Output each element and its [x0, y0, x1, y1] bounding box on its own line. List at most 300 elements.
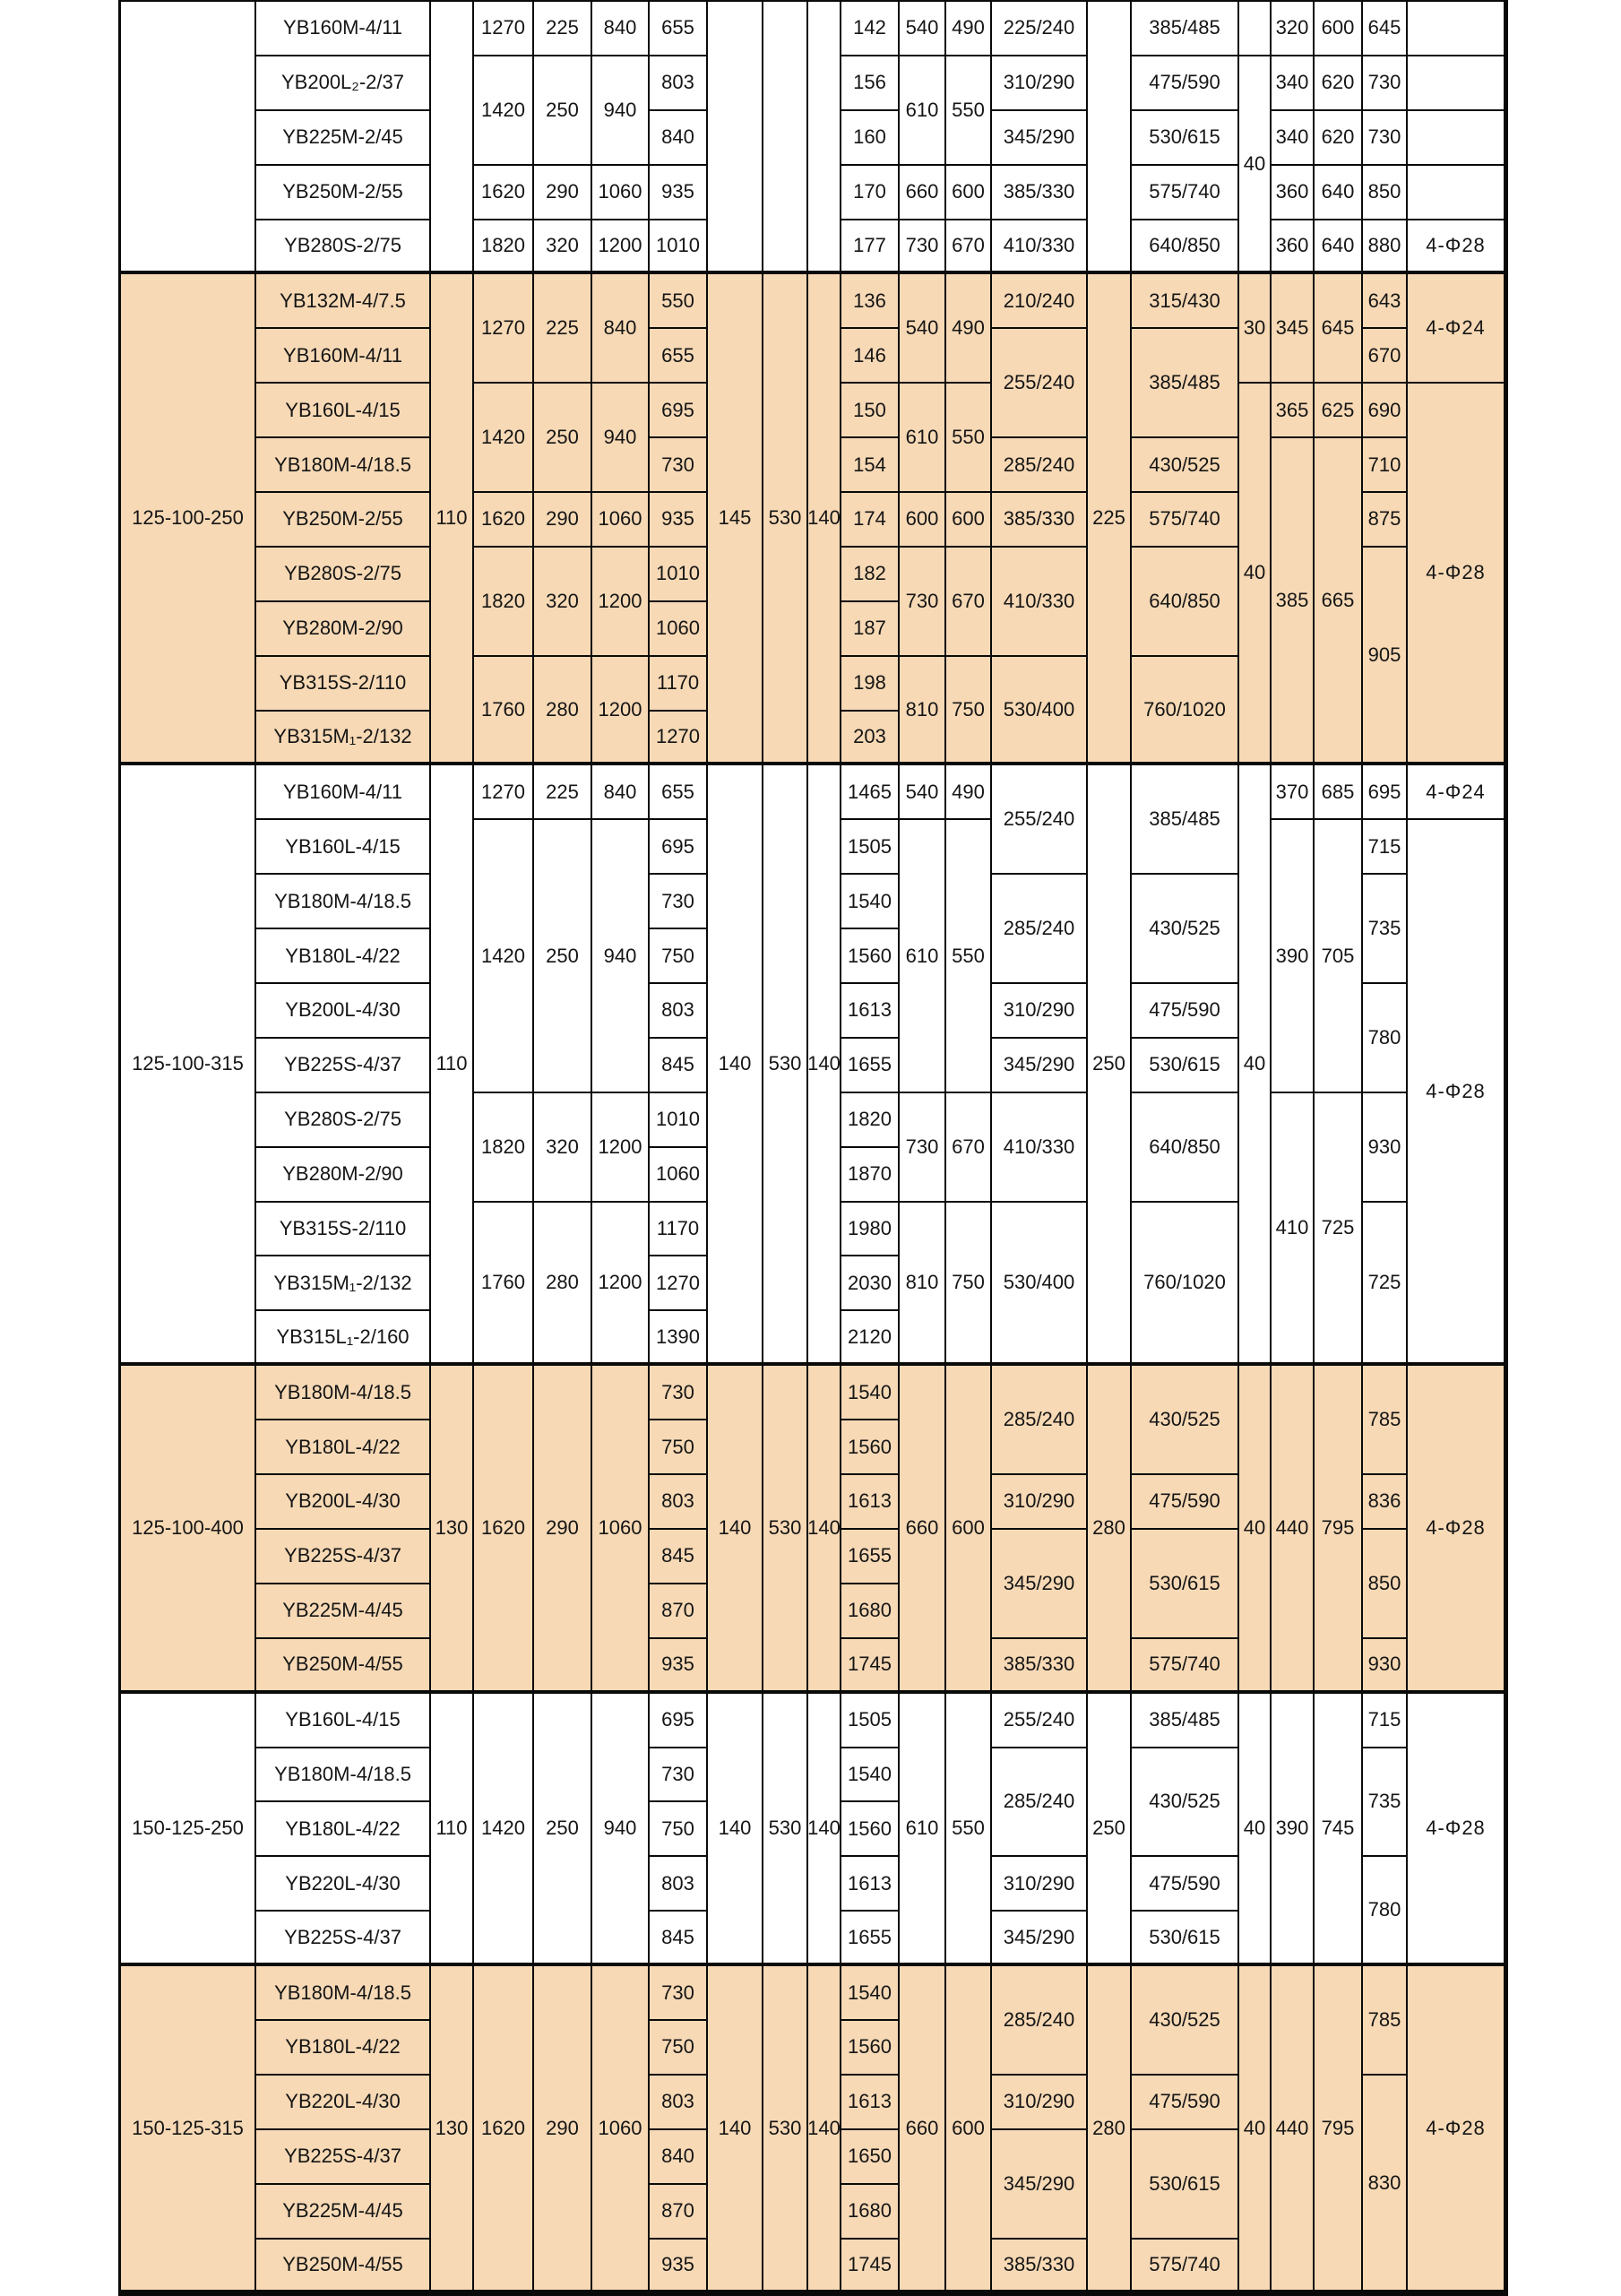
- motor-model-cell: YB180L-4/22: [256, 1420, 431, 1475]
- dimension-value-cell: 490: [946, 2, 992, 56]
- dimension-value-cell: 1270: [474, 765, 534, 820]
- dimension-value-cell: 340: [1272, 111, 1315, 166]
- dimension-value-cell: 1465: [841, 765, 900, 820]
- dimension-value-cell: 4-Φ28: [1408, 820, 1505, 1366]
- dimension-value-cell: 1655: [841, 1912, 900, 1966]
- dimension-value-cell: 290: [534, 1366, 592, 1693]
- motor-model-cell: YB160M-4/11: [256, 329, 431, 384]
- dimension-value-cell: 530/615: [1132, 111, 1239, 166]
- dimension-value-cell: 850: [1363, 166, 1408, 220]
- dimension-value-cell: 685: [1315, 765, 1363, 820]
- dimension-value-cell: 660: [900, 1966, 946, 2293]
- dimension-value-cell: 760/1020: [1132, 657, 1239, 766]
- dimension-value-cell: [763, 2, 808, 274]
- dimension-value-cell: 320: [534, 220, 592, 275]
- dimension-value-cell: 550: [946, 820, 992, 1092]
- dimension-value-cell: 750: [946, 1203, 992, 1367]
- dimension-value-cell: 1420: [474, 820, 534, 1092]
- dimension-value-cell: 320: [534, 548, 592, 657]
- motor-model-cell: YB315M₁-2/132: [256, 712, 431, 766]
- dimension-value-cell: 930: [1363, 1093, 1408, 1203]
- dimension-value-cell: 660: [900, 166, 946, 220]
- dimension-value-cell: 530: [763, 765, 808, 1366]
- dimension-value-cell: 665: [1315, 438, 1363, 765]
- dimension-value-cell: 795: [1315, 1366, 1363, 1693]
- motor-model-cell: YB315S-2/110: [256, 657, 431, 712]
- dimension-value-cell: 1540: [841, 1366, 900, 1420]
- dimension-value-cell: 840: [592, 274, 650, 384]
- dimension-value-cell: 750: [650, 1802, 708, 1857]
- motor-model-cell: YB180M-4/18.5: [256, 875, 431, 929]
- motor-model-cell: YB132M-4/7.5: [256, 274, 431, 329]
- dimension-value-cell: 670: [946, 1093, 992, 1203]
- dimension-value-cell: 940: [592, 56, 650, 166]
- dimension-value-cell: 385/330: [992, 166, 1088, 220]
- dimension-value-cell: 182: [841, 548, 900, 602]
- dimension-value-cell: 285/240: [992, 1966, 1088, 2076]
- dimension-value-cell: 935: [650, 493, 708, 548]
- dimension-value-cell: 1820: [474, 1093, 534, 1203]
- dimension-value-cell: 655: [650, 329, 708, 384]
- motor-model-cell: YB225S-4/37: [256, 1912, 431, 1966]
- dimension-value-cell: 940: [592, 820, 650, 1092]
- dimension-value-cell: [1408, 166, 1505, 220]
- dimension-value-cell: 490: [946, 765, 992, 820]
- dimension-value-cell: 1680: [841, 2185, 900, 2240]
- dimension-value-cell: 345/290: [992, 1530, 1088, 1639]
- dimension-value-cell: 530: [763, 274, 808, 765]
- dimension-value-cell: 785: [1363, 1966, 1408, 2076]
- dimension-value-cell: 875: [1363, 493, 1408, 548]
- dimension-value-cell: 845: [650, 1039, 708, 1093]
- dimension-value-cell: 285/240: [992, 875, 1088, 984]
- dimension-value-cell: 40: [1239, 1966, 1272, 2293]
- dimension-value-cell: [1408, 111, 1505, 166]
- dimension-value-cell: 1390: [650, 1311, 708, 1366]
- dimension-value-cell: 530: [763, 1966, 808, 2293]
- motor-model-cell: YB250M-2/55: [256, 493, 431, 548]
- dimension-value-cell: 840: [592, 765, 650, 820]
- dimension-value-cell: 1760: [474, 1203, 534, 1367]
- dimension-value-cell: 430/525: [1132, 1366, 1239, 1475]
- dimension-value-cell: 1820: [474, 220, 534, 275]
- dimension-value-cell: 705: [1315, 820, 1363, 1092]
- dimension-value-cell: 803: [650, 1475, 708, 1530]
- dimension-value-cell: 836: [1363, 1475, 1408, 1530]
- dimension-value-cell: 730: [650, 875, 708, 929]
- dimension-value-cell: 940: [592, 384, 650, 493]
- dimension-value-cell: 780: [1363, 1857, 1408, 1966]
- dimension-value-cell: 730: [1363, 111, 1408, 166]
- dimension-value-cell: 225: [534, 2, 592, 56]
- dimension-value-cell: 750: [946, 657, 992, 766]
- dimension-value-cell: 40: [1239, 765, 1272, 1366]
- motor-model-cell: YB225M-4/45: [256, 2185, 431, 2240]
- dimension-value-cell: 255/240: [992, 329, 1088, 438]
- dimension-value-cell: 1060: [592, 493, 650, 548]
- dimension-value-cell: 1540: [841, 1748, 900, 1803]
- dimension-value-cell: 625: [1315, 384, 1363, 438]
- dimension-value-cell: 385: [1272, 438, 1315, 765]
- dimension-value-cell: 1270: [474, 274, 534, 384]
- dimension-value-cell: 600: [946, 166, 992, 220]
- dimension-value-cell: 730: [900, 1093, 946, 1203]
- dimension-value-cell: 110: [431, 274, 474, 765]
- dimension-value-cell: 1270: [650, 1256, 708, 1311]
- dimension-value-cell: 870: [650, 1584, 708, 1639]
- dimension-value-cell: 840: [592, 2, 650, 56]
- dimension-value-cell: 30: [1239, 274, 1272, 384]
- dimension-value-cell: 255/240: [992, 765, 1088, 875]
- dimension-value-cell: 360: [1272, 220, 1315, 275]
- dimension-value-cell: 880: [1363, 220, 1408, 275]
- dimension-value-cell: 845: [650, 1530, 708, 1584]
- dimension-value-cell: 310/290: [992, 1857, 1088, 1912]
- dimension-value-cell: 530/615: [1132, 1912, 1239, 1966]
- dimension-value-cell: 140: [808, 1694, 841, 1966]
- dimension-value-cell: 310/290: [992, 2076, 1088, 2130]
- dimension-value-cell: 320: [1272, 2, 1315, 56]
- dimension-value-cell: 310/290: [992, 1475, 1088, 1530]
- dimension-value-cell: 1200: [592, 1093, 650, 1203]
- motor-model-cell: YB315S-2/110: [256, 1203, 431, 1257]
- dimension-value-cell: 530/615: [1132, 1039, 1239, 1093]
- dimension-value-cell: 187: [841, 602, 900, 657]
- dimension-value-cell: 730: [650, 1748, 708, 1803]
- dimension-value-cell: 1745: [841, 2240, 900, 2294]
- motor-model-cell: YB280S-2/75: [256, 548, 431, 602]
- dimension-value-cell: 130: [431, 1966, 474, 2293]
- dimension-value-cell: 160: [841, 111, 900, 166]
- motor-model-cell: YB180L-4/22: [256, 2021, 431, 2076]
- motor-model-cell: YB280M-2/90: [256, 1148, 431, 1203]
- dimension-value-cell: 280: [1088, 1966, 1132, 2293]
- dimension-value-cell: 935: [650, 1639, 708, 1694]
- dimension-value-cell: 1560: [841, 1802, 900, 1857]
- motor-model-cell: YB225S-4/37: [256, 1530, 431, 1584]
- dimension-value-cell: 905: [1363, 548, 1408, 766]
- dimension-value-cell: 600: [900, 493, 946, 548]
- dimension-value-cell: 935: [650, 166, 708, 220]
- dimension-value-cell: 1745: [841, 1639, 900, 1694]
- dimension-value-cell: 1060: [650, 602, 708, 657]
- dimension-value-cell: 142: [841, 2, 900, 56]
- dimension-value-cell: 250: [534, 820, 592, 1092]
- dimension-value-cell: 250: [534, 56, 592, 166]
- pump-size-cell: 125-100-315: [121, 765, 256, 1366]
- dimension-value-cell: 1270: [474, 2, 534, 56]
- pump-size-cell: [121, 2, 256, 274]
- dimension-value-cell: 795: [1315, 1966, 1363, 2293]
- motor-model-cell: YB160L-4/15: [256, 384, 431, 438]
- dimension-value-cell: 475/590: [1132, 1857, 1239, 1912]
- dimension-value-cell: 695: [650, 1694, 708, 1748]
- dimension-value-cell: 170: [841, 166, 900, 220]
- dimension-value-cell: 250: [1088, 1694, 1132, 1966]
- dimension-value-cell: 803: [650, 984, 708, 1039]
- dimension-value-cell: 1270: [650, 712, 708, 766]
- dimension-value-cell: 645: [1363, 2, 1408, 56]
- motor-model-cell: YB200L-4/30: [256, 1475, 431, 1530]
- dimension-value-cell: 760/1020: [1132, 1203, 1239, 1367]
- dimension-value-cell: 280: [534, 657, 592, 766]
- pump-size-cell: 125-100-400: [121, 1366, 256, 1693]
- pump-size-cell: 150-125-315: [121, 1966, 256, 2293]
- dimension-value-cell: 1760: [474, 657, 534, 766]
- dimension-value-cell: 600: [1315, 2, 1363, 56]
- motor-model-cell: YB180L-4/22: [256, 1802, 431, 1857]
- motor-model-cell: YB180M-4/18.5: [256, 1366, 431, 1420]
- dimension-value-cell: 750: [650, 2021, 708, 2076]
- dimension-value-cell: 730: [650, 1966, 708, 2021]
- dimension-value-cell: 1650: [841, 2130, 900, 2185]
- dimension-value-cell: 156: [841, 56, 900, 111]
- dimension-value-cell: 530/400: [992, 1203, 1088, 1367]
- pump-size-cell: 150-125-250: [121, 1694, 256, 1966]
- dimension-value-cell: 140: [808, 1366, 841, 1693]
- motor-model-cell: YB250M-4/55: [256, 2240, 431, 2294]
- dimension-value-cell: 390: [1272, 820, 1315, 1092]
- dimension-value-cell: 140: [708, 1966, 763, 2293]
- dimension-value-cell: 730: [650, 1366, 708, 1420]
- dimension-value-cell: 280: [1088, 1366, 1132, 1693]
- dimension-value-cell: 225: [1088, 274, 1132, 765]
- dimension-value-cell: 725: [1315, 1093, 1363, 1366]
- dimension-value-cell: 750: [650, 929, 708, 984]
- dimension-value-cell: 290: [534, 493, 592, 548]
- dimension-value-cell: 940: [592, 1694, 650, 1966]
- dimension-value-cell: 730: [650, 438, 708, 493]
- dimension-value-cell: 140: [708, 1694, 763, 1966]
- dimension-value-cell: 575/740: [1132, 2240, 1239, 2294]
- dimension-value-cell: 1540: [841, 1966, 900, 2021]
- dimension-value-cell: 1870: [841, 1148, 900, 1203]
- dimension-value-cell: 198: [841, 657, 900, 712]
- motor-model-cell: YB280S-2/75: [256, 1093, 431, 1148]
- dimension-value-cell: [1239, 2, 1272, 56]
- dimension-value-cell: 550: [946, 1694, 992, 1966]
- dimension-value-cell: 1200: [592, 657, 650, 766]
- dimension-value-cell: 1420: [474, 384, 534, 493]
- motor-model-cell: YB250M-4/55: [256, 1639, 431, 1694]
- dimension-value-cell: 840: [650, 2130, 708, 2185]
- dimension-value-cell: 640/850: [1132, 1093, 1239, 1203]
- dimension-value-cell: 730: [900, 220, 946, 275]
- dimension-value-cell: 140: [808, 1966, 841, 2293]
- dimension-value-cell: 490: [946, 274, 992, 384]
- dimension-value-cell: 2120: [841, 1311, 900, 1366]
- dimension-value-cell: 1820: [474, 548, 534, 657]
- dimension-value-cell: 370: [1272, 765, 1315, 820]
- dimension-value-cell: 250: [534, 384, 592, 493]
- dimension-value-cell: 345/290: [992, 1912, 1088, 1966]
- dimension-value-cell: 360: [1272, 166, 1315, 220]
- dimension-value-cell: 620: [1315, 56, 1363, 111]
- dimension-value-cell: 430/525: [1132, 1966, 1239, 2076]
- dimension-value-cell: 575/740: [1132, 1639, 1239, 1694]
- dimension-value-cell: 4-Φ24: [1408, 274, 1505, 384]
- dimension-value-cell: 803: [650, 2076, 708, 2130]
- dimension-value-cell: 385/485: [1132, 2, 1239, 56]
- dimension-value-cell: 1620: [474, 166, 534, 220]
- dimension-value-cell: 430/525: [1132, 438, 1239, 493]
- motor-model-cell: YB220L-4/30: [256, 2076, 431, 2130]
- dimension-value-cell: 610: [900, 820, 946, 1092]
- dimension-value-cell: 4-Φ28: [1408, 1366, 1505, 1693]
- dimension-value-cell: [1088, 2, 1132, 274]
- dimension-value-cell: 1560: [841, 929, 900, 984]
- dimension-value-cell: 1620: [474, 1366, 534, 1693]
- dimension-value-cell: 655: [650, 2, 708, 56]
- dimension-value-cell: 1170: [650, 1203, 708, 1257]
- dimension-value-cell: 250: [534, 1694, 592, 1966]
- dimension-value-cell: 40: [1239, 1366, 1272, 1693]
- dimension-value-cell: 255/240: [992, 1694, 1088, 1748]
- dimension-value-cell: 1560: [841, 2021, 900, 2076]
- dimension-value-cell: 1655: [841, 1039, 900, 1093]
- dimension-value-cell: 550: [650, 274, 708, 329]
- dimension-value-cell: 803: [650, 1857, 708, 1912]
- dimension-value-cell: 575/740: [1132, 493, 1239, 548]
- dimension-value-cell: 530: [763, 1366, 808, 1693]
- motor-model-cell: YB220L-4/30: [256, 1857, 431, 1912]
- dimension-value-cell: 1420: [474, 1694, 534, 1966]
- dimension-value-cell: 1010: [650, 220, 708, 275]
- motor-model-cell: YB180M-4/18.5: [256, 1966, 431, 2021]
- dimension-value-cell: 1980: [841, 1203, 900, 1257]
- dimension-value-cell: 750: [650, 1420, 708, 1475]
- dimension-value-cell: 40: [1239, 384, 1272, 765]
- dimension-value-cell: 745: [1315, 1694, 1363, 1966]
- dimension-value-cell: 2030: [841, 1256, 900, 1311]
- dimension-value-cell: 840: [650, 111, 708, 166]
- dimension-value-cell: 475/590: [1132, 2076, 1239, 2130]
- dimension-value-cell: 655: [650, 765, 708, 820]
- dimension-value-cell: 710: [1363, 438, 1408, 493]
- motor-model-cell: YB225S-4/37: [256, 2130, 431, 2185]
- dimension-value-cell: 610: [900, 1694, 946, 1966]
- dimension-value-cell: 130: [431, 1366, 474, 1693]
- dimension-value-cell: 390: [1272, 1694, 1315, 1966]
- dimension-value-cell: [1408, 2, 1505, 56]
- dimension-value-cell: 550: [946, 384, 992, 493]
- dimension-value-cell: 670: [946, 220, 992, 275]
- dimension-value-cell: 575/740: [1132, 166, 1239, 220]
- dimension-value-cell: 345/290: [992, 111, 1088, 166]
- motor-model-cell: YB160L-4/15: [256, 1694, 431, 1748]
- dimension-value-cell: 1505: [841, 1694, 900, 1748]
- motor-model-cell: YB200L₂-2/37: [256, 56, 431, 111]
- dimension-value-cell: 385/485: [1132, 329, 1239, 438]
- dimension-value-cell: 475/590: [1132, 56, 1239, 111]
- dimension-value-cell: 1060: [592, 166, 650, 220]
- motor-model-cell: YB180L-4/22: [256, 929, 431, 984]
- dimension-value-cell: 1200: [592, 220, 650, 275]
- dimension-value-cell: 146: [841, 329, 900, 384]
- motor-model-cell: YB315L₁-2/160: [256, 1311, 431, 1366]
- dimension-value-cell: 540: [900, 2, 946, 56]
- dimension-value-cell: 850: [1363, 1530, 1408, 1639]
- pump-size-cell: 125-100-250: [121, 274, 256, 765]
- dimension-value-cell: 695: [1363, 765, 1408, 820]
- motor-model-cell: YB250M-2/55: [256, 166, 431, 220]
- dimension-value-cell: [1408, 56, 1505, 111]
- dimension-value-cell: 670: [946, 548, 992, 657]
- dimension-value-cell: 315/430: [1132, 274, 1239, 329]
- dimension-value-cell: 140: [708, 1366, 763, 1693]
- dimension-value-cell: 845: [650, 1912, 708, 1966]
- motor-model-cell: YB225S-4/37: [256, 1039, 431, 1093]
- dimension-value-cell: 540: [900, 274, 946, 384]
- dimension-value-cell: 695: [650, 384, 708, 438]
- dimension-value-cell: 136: [841, 274, 900, 329]
- dimension-value-cell: 600: [946, 1366, 992, 1693]
- dimension-value-cell: 410/330: [992, 548, 1088, 657]
- dimension-value-cell: 203: [841, 712, 900, 766]
- dimension-value-cell: 1613: [841, 1857, 900, 1912]
- dimension-value-cell: 225: [534, 765, 592, 820]
- dimension-value-cell: 1613: [841, 2076, 900, 2130]
- dimension-value-cell: 620: [1315, 111, 1363, 166]
- dimension-value-cell: 177: [841, 220, 900, 275]
- dimension-value-cell: 530/615: [1132, 1530, 1239, 1639]
- dimension-value-cell: 670: [1363, 329, 1408, 384]
- dimension-value-cell: 640: [1315, 220, 1363, 275]
- dimension-value-cell: 250: [1088, 765, 1132, 1366]
- dimension-value-cell: [808, 2, 841, 274]
- dimension-value-cell: 780: [1363, 984, 1408, 1093]
- dimension-value-cell: 730: [900, 548, 946, 657]
- dimension-value-cell: [708, 2, 763, 274]
- dimension-value-cell: 440: [1272, 1366, 1315, 1693]
- dimension-value-cell: 1613: [841, 1475, 900, 1530]
- dimension-value-cell: 725: [1363, 1203, 1408, 1367]
- motor-model-cell: YB315M₁-2/132: [256, 1256, 431, 1311]
- dimension-value-cell: 1680: [841, 1584, 900, 1639]
- dimension-value-cell: 610: [900, 56, 946, 166]
- dimension-value-cell: 410/330: [992, 220, 1088, 275]
- dimension-value-cell: 154: [841, 438, 900, 493]
- dimension-value-cell: 1620: [474, 493, 534, 548]
- dimension-value-cell: 530: [763, 1694, 808, 1966]
- motor-model-cell: YB160M-4/11: [256, 765, 431, 820]
- dimension-value-cell: 550: [946, 56, 992, 166]
- dimension-value-cell: 4-Φ28: [1408, 384, 1505, 765]
- dimension-value-cell: 140: [708, 765, 763, 1366]
- dimension-value-cell: 1060: [650, 1148, 708, 1203]
- dimension-value-cell: 4-Φ28: [1408, 1966, 1505, 2293]
- motor-model-cell: YB200L-4/30: [256, 984, 431, 1039]
- dimension-value-cell: 810: [900, 657, 946, 766]
- dimension-value-cell: 385/330: [992, 493, 1088, 548]
- dimension-value-cell: 530/400: [992, 657, 1088, 766]
- dimension-value-cell: 345: [1272, 274, 1315, 384]
- dimension-value-cell: 530/615: [1132, 2130, 1239, 2240]
- dimension-value-cell: 345/290: [992, 1039, 1088, 1093]
- motor-model-cell: YB160L-4/15: [256, 820, 431, 875]
- dimension-value-cell: 640/850: [1132, 220, 1239, 275]
- dimension-value-cell: 4-Φ28: [1408, 220, 1505, 275]
- dimension-value-cell: 735: [1363, 1748, 1408, 1858]
- dimension-value-cell: 285/240: [992, 1366, 1088, 1475]
- dimension-value-cell: 40: [1239, 56, 1272, 275]
- dimension-value-cell: 1655: [841, 1530, 900, 1584]
- dimension-value-cell: 1010: [650, 1093, 708, 1148]
- motor-model-cell: YB225M-4/45: [256, 1584, 431, 1639]
- dimension-value-cell: 730: [1363, 56, 1408, 111]
- motor-model-cell: YB280M-2/90: [256, 602, 431, 657]
- dimension-value-cell: 225/240: [992, 2, 1088, 56]
